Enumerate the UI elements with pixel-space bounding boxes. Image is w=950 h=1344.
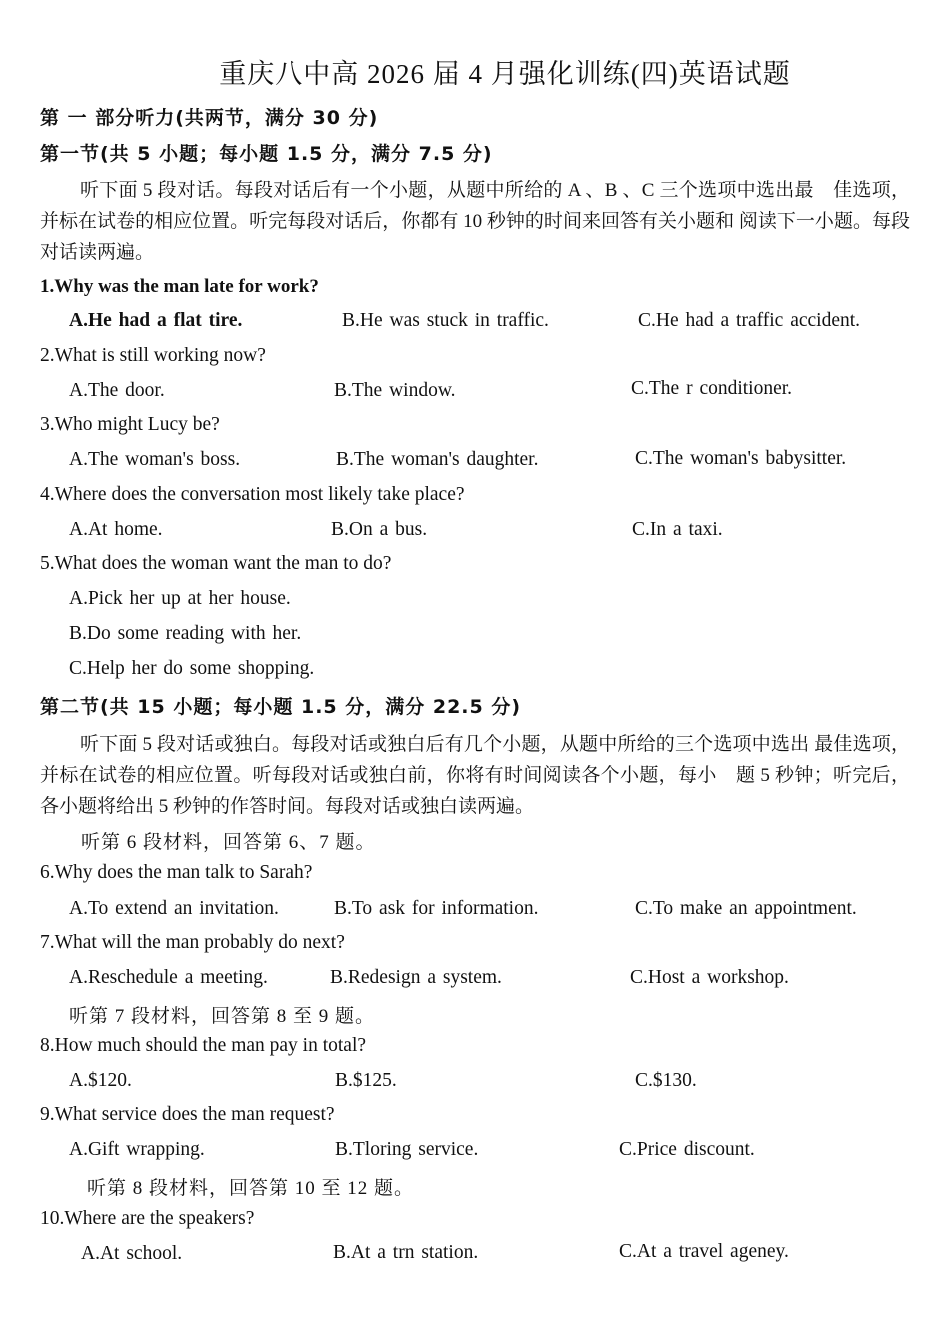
option-c: C.Help her do some shopping. [69, 658, 315, 679]
question-stem: 7.What will the man probably do next? [40, 932, 345, 953]
option-c: C.To make an appointment. [635, 898, 857, 919]
option-b: B.At a trn station. [333, 1242, 479, 1263]
option-a: A.At home. [69, 519, 163, 540]
section1-instructions: 听下面 5 段对话。每段对话后有一个小题，从题中所给的 A 、B 、C 三个选项中选出最 佳选项，并标在试卷的相应位置。听完每段对话后，你都有 10 秒钟的时间来回答有关小题和 阅读下一小题。每段对话读两遍。 [40, 180, 910, 263]
question-stem: 8.How much should the man pay in total? [40, 1035, 367, 1056]
option-a: A.The woman's boss. [69, 449, 241, 470]
option-b: B.To ask for information. [334, 898, 539, 919]
question-stem: 9.What service does the man request? [40, 1104, 335, 1125]
question-stem: 3.Who might Lucy be? [40, 414, 220, 435]
option-c: C.Host a workshop. [630, 967, 789, 988]
option-a: A.At school. [81, 1243, 183, 1264]
option-b: B.The woman's daughter. [336, 449, 539, 470]
material-note: 听第 8 段材料，回答第 10 至 12 题。 [87, 1178, 415, 1199]
option-c: C.The woman's babysitter. [635, 448, 847, 469]
exam-title: 重庆八中高 2026 届 4 月强化训练(四)英语试题 [219, 59, 791, 89]
question-stem: 6.Why does the man talk to Sarah? [40, 862, 313, 883]
section1-heading: 第一节(共 5 小题；每小题 1.5 分，满分 7.5 分) [40, 143, 493, 165]
option-c: C.$130. [635, 1070, 697, 1091]
option-a: A.He had a flat tire. [69, 310, 243, 331]
material-note: 听第 6 段材料，回答第 6、7 题。 [81, 832, 376, 853]
option-c: C.At a travel ageney. [619, 1241, 789, 1262]
option-a: A.Gift wrapping. [69, 1139, 205, 1160]
question-stem: 4.Where does the conversation most likely take place? [40, 484, 465, 505]
option-b: B.The window. [334, 380, 456, 401]
question-stem: 2.What is still working now? [40, 345, 266, 366]
option-b: B.$125. [335, 1070, 397, 1091]
option-a: A.Reschedule a meeting. [69, 967, 268, 988]
question-stem: 10.Where are the speakers? [40, 1208, 255, 1229]
option-a: A.The door. [69, 380, 165, 401]
option-c: C.He had a traffic accident. [638, 310, 861, 331]
option-a: A.$120. [69, 1070, 132, 1091]
section2-heading: 第二节(共 15 小题；每小题 1.5 分，满分 22.5 分) [40, 696, 522, 718]
option-a: A.To extend an invitation. [69, 898, 279, 919]
option-b: B.Tloring service. [335, 1139, 479, 1160]
option-c: C.In a taxi. [632, 519, 723, 540]
option-b: B.On a bus. [331, 519, 428, 540]
part1-heading: 第 一 部分听力(共两节，满分 30 分) [40, 107, 379, 129]
material-note: 听第 7 段材料，回答第 8 至 9 题。 [69, 1006, 376, 1027]
section2-instructions: 听下面 5 段对话或独白。每段对话或独白后有几个小题，从题中所给的三个选项中选出 最佳选项，并标在试卷的相应位置。听每段对话或独白前，你将有时间阅读各个小题，每小 题 5 秒钟；听完后，各小题将给出 5 秒钟的作答时间。每段对话或独白读两遍。 [40, 734, 910, 817]
option-b: B.Do some reading with her. [69, 623, 302, 644]
option-c: C.Price discount. [619, 1139, 755, 1160]
option-b: B.Redesign a system. [330, 967, 502, 988]
option-c: C.The r conditioner. [631, 378, 793, 399]
question-stem: 5.What does the woman want the man to do? [40, 553, 392, 574]
question-stem: 1.Why was the man late for work? [40, 276, 319, 297]
option-b: B.He was stuck in traffic. [342, 310, 549, 331]
option-a: A.Pick her up at her house. [69, 588, 291, 609]
